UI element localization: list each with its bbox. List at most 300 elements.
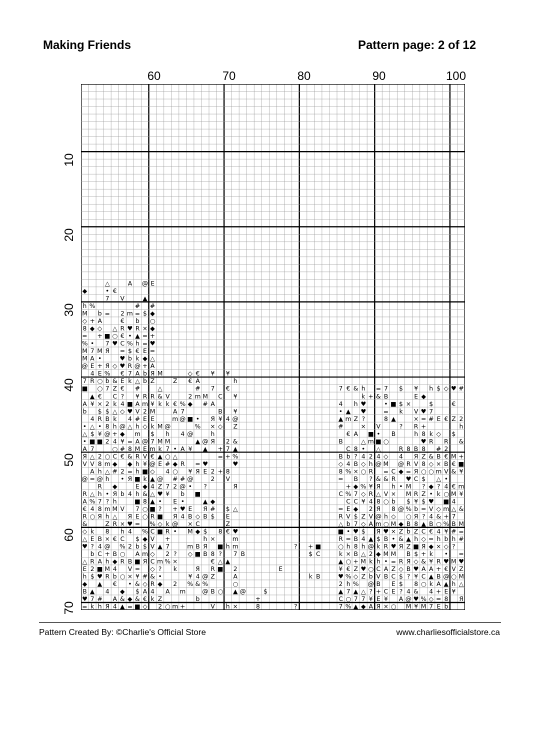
stitch-symbol: 4 <box>429 513 434 521</box>
stitch-symbol: 2 <box>188 393 193 401</box>
stitch-symbol: 2 <box>368 505 373 513</box>
stitch-symbol: ◆ <box>112 460 118 468</box>
stitch-symbol: = <box>390 558 397 566</box>
stitch-symbol: % <box>443 520 450 528</box>
stitch-symbol: k <box>429 551 433 559</box>
stitch-symbol: % <box>89 498 96 506</box>
stitch-symbol: • <box>188 483 193 491</box>
stitch-symbol: h <box>346 581 351 589</box>
stitch-symbol: × <box>390 528 397 536</box>
stitch-symbol: M <box>82 355 88 363</box>
stitch-symbol: B <box>383 536 389 544</box>
stitch-symbol: ◆ <box>112 558 118 566</box>
stitch-symbol: V <box>82 460 87 468</box>
stitch-symbol: ¥ <box>188 573 193 581</box>
stitch-symbol: ? <box>369 475 373 483</box>
stitch-symbol: b <box>120 490 125 498</box>
stitch-symbol: C <box>112 453 118 461</box>
stitch-symbol: $ <box>376 536 381 544</box>
stitch-symbol: 7 <box>429 603 434 610</box>
stitch-symbol: + <box>97 333 103 341</box>
stitch-symbol: M <box>134 445 141 453</box>
stitch-symbol: ○ <box>443 490 449 498</box>
stitch-symbol: R <box>391 475 396 483</box>
stitch-symbol: h <box>414 430 419 438</box>
stitch-symbol: • <box>444 551 449 559</box>
stitch-symbol: & <box>398 536 404 544</box>
stitch-symbol: 7 <box>353 520 358 528</box>
stitch-symbol: B <box>82 588 87 596</box>
stitch-symbol: h <box>414 536 419 544</box>
pattern-grid-svg <box>81 84 465 610</box>
stitch-symbol: ◆ <box>82 288 88 296</box>
stitch-symbol: ▲ <box>202 498 208 506</box>
stitch-symbol: • <box>399 483 403 491</box>
stitch-symbol: = <box>134 566 141 574</box>
stitch-symbol: ◇ <box>150 566 155 574</box>
stitch-symbol: ♥ <box>119 355 126 363</box>
stitch-symbol: M <box>82 348 88 356</box>
stitch-symbol: 4 <box>127 528 132 536</box>
stitch-symbol: 2 <box>143 408 147 416</box>
stitch-symbol: ○ <box>360 468 367 476</box>
stitch-symbol: ○ <box>97 378 103 386</box>
stitch-symbol: 4 <box>451 498 456 506</box>
stitch-symbol: ◇ <box>82 318 88 326</box>
stitch-symbol: ? <box>361 415 365 423</box>
stitch-symbol: ? <box>203 483 207 491</box>
stitch-symbol: ¥ <box>429 558 434 566</box>
stitch-symbol: b <box>90 551 95 559</box>
stitch-symbol: b <box>346 520 351 528</box>
stitch-symbol: • <box>105 490 110 498</box>
stitch-symbol: ▲ <box>406 536 411 544</box>
stitch-symbol: Z <box>157 596 163 604</box>
stitch-symbol: % <box>126 340 133 348</box>
stitch-symbol: • <box>158 573 162 581</box>
stitch-symbol: & <box>127 453 133 461</box>
stitch-symbol: 8 <box>97 460 102 468</box>
stitch-symbol: C <box>391 573 396 581</box>
stitch-symbol: • <box>97 355 102 363</box>
stitch-symbol: ■ <box>134 498 141 506</box>
stitch-symbol: 7 <box>338 385 343 393</box>
stitch-symbol: = <box>82 333 88 341</box>
stitch-symbol: Я <box>127 513 133 521</box>
stitch-symbol: = <box>428 536 434 544</box>
stitch-symbol: @ <box>375 460 382 468</box>
stitch-symbol: m <box>104 505 111 513</box>
stitch-symbol: M <box>82 310 88 318</box>
stitch-symbol: ¥ <box>361 498 366 506</box>
stitch-symbol: B <box>413 445 419 453</box>
stitch-symbol: Я <box>413 453 419 461</box>
stitch-symbol: Я <box>203 543 208 551</box>
stitch-symbol: = <box>149 348 156 356</box>
stitch-symbol: 2 <box>173 581 178 589</box>
stitch-symbol: V <box>413 460 419 468</box>
stitch-symbol: # <box>149 303 156 311</box>
stitch-symbol: + <box>217 468 223 476</box>
stitch-symbol: k <box>143 475 147 483</box>
stitch-symbol: B <box>451 520 456 528</box>
stitch-symbol: ○ <box>149 318 156 326</box>
stitch-symbol: ◆ <box>428 483 434 491</box>
stitch-symbol: # <box>436 445 442 453</box>
stitch-symbol: # <box>119 445 126 453</box>
stitch-symbol: ▲ <box>232 445 238 453</box>
stitch-symbol: 8 <box>421 430 426 438</box>
stitch-symbol: × <box>142 325 148 333</box>
stitch-symbol: B <box>218 408 223 416</box>
stitch-symbol: @ <box>179 483 186 491</box>
stitch-symbol: k <box>150 423 155 431</box>
stitch-symbol: 7 <box>105 295 110 303</box>
stitch-symbol: R <box>150 393 155 401</box>
stitch-symbol: ◇ <box>421 536 426 544</box>
stitch-symbol: V <box>150 536 155 544</box>
stitch-symbol: 4 <box>436 528 441 536</box>
stitch-symbol: ◇ <box>436 505 442 513</box>
stitch-symbol: R <box>406 460 411 468</box>
stitch-symbol: R <box>383 543 389 551</box>
stitch-symbol: C <box>421 528 426 536</box>
stitch-symbol: A <box>421 566 426 574</box>
stitch-symbol: = <box>458 551 464 559</box>
stitch-symbol: ♥ <box>232 528 239 536</box>
stitch-symbol: € <box>120 333 125 341</box>
stitch-symbol: ▲ <box>202 445 208 453</box>
stitch-symbol: △ <box>82 536 88 544</box>
stitch-symbol: h <box>135 460 140 468</box>
stitch-symbol: 2 <box>158 603 163 610</box>
stitch-symbol: 8 <box>421 460 426 468</box>
stitch-symbol: & <box>135 596 140 604</box>
stitch-symbol: 4 <box>165 468 170 476</box>
stitch-symbol: R <box>428 438 434 446</box>
stitch-symbol: ○ <box>119 551 126 559</box>
stitch-symbol: ○ <box>97 385 103 393</box>
stitch-symbol: b <box>135 543 140 551</box>
stitch-symbol: $ <box>90 430 95 438</box>
stitch-symbol: Z <box>421 490 426 498</box>
stitch-symbol: h <box>346 543 351 551</box>
stitch-symbol: k <box>150 596 155 604</box>
stitch-symbol: B <box>105 415 110 423</box>
row-number-70: 70 <box>62 601 76 615</box>
stitch-symbol: ? <box>293 543 298 551</box>
stitch-symbol: ? <box>293 603 298 610</box>
stitch-symbol: B <box>353 536 358 544</box>
stitch-symbol: ◇ <box>413 558 419 566</box>
stitch-symbol: • <box>82 423 87 431</box>
stitch-symbol: • <box>444 475 449 483</box>
stitch-symbol: A <box>112 596 117 604</box>
stitch-symbol: M <box>157 438 163 446</box>
stitch-symbol: ○ <box>104 453 111 461</box>
stitch-symbol: Я <box>82 453 87 461</box>
stitch-symbol: ♥ <box>202 460 209 468</box>
stitch-symbol: Z <box>406 543 411 551</box>
stitch-symbol: ◇ <box>120 408 125 416</box>
stitch-symbol: ♥ <box>383 528 389 536</box>
stitch-symbol: • <box>173 528 177 536</box>
stitch-symbol: k <box>158 445 162 453</box>
stitch-symbol: ¥ <box>451 588 456 596</box>
stitch-symbol: E <box>203 468 208 476</box>
stitch-symbol: # <box>428 415 434 423</box>
stitch-symbol: • <box>391 536 396 544</box>
stitch-symbol: ○ <box>420 581 427 589</box>
stitch-symbol: V <box>346 513 351 521</box>
stitch-symbol: k <box>165 400 170 408</box>
row-number-10: 10 <box>62 153 76 167</box>
stitch-symbol: △ <box>150 355 155 363</box>
stitch-symbol: M <box>360 558 367 566</box>
stitch-symbol: m <box>435 468 442 476</box>
stitch-symbol: ▲ <box>421 520 426 528</box>
stitch-symbol: ▲ <box>338 415 344 423</box>
stitch-symbol: R <box>444 438 449 446</box>
stitch-symbol: ■ <box>443 498 450 506</box>
stitch-symbol: h <box>112 423 117 431</box>
stitch-symbol: 8 <box>414 581 419 589</box>
stitch-symbol: + <box>112 430 118 438</box>
stitch-symbol: # <box>458 536 464 544</box>
stitch-symbol: % <box>179 400 186 408</box>
stitch-symbol: C <box>346 498 351 506</box>
stitch-symbol: = <box>134 520 141 528</box>
stitch-symbol: % <box>420 596 427 604</box>
stitch-symbol: A <box>150 363 155 371</box>
stitch-symbol: = <box>127 468 133 476</box>
stitch-symbol: R <box>127 363 133 371</box>
stitch-symbol: k <box>399 408 403 416</box>
stitch-symbol: Z <box>361 513 366 521</box>
stitch-symbol: m <box>149 445 156 453</box>
stitch-symbol: ♥ <box>97 573 103 581</box>
stitch-symbol: M <box>458 573 464 581</box>
stitch-symbol: € <box>225 385 230 393</box>
stitch-symbol: ◇ <box>112 363 118 371</box>
stitch-symbol: ▲ <box>225 558 231 566</box>
stitch-symbol: @ <box>156 475 164 483</box>
stitch-symbol: • <box>128 333 132 341</box>
stitch-symbol: ◆ <box>376 551 381 559</box>
stitch-symbol: 2 <box>120 468 125 476</box>
stitch-symbol: & <box>150 573 155 581</box>
stitch-symbol: 4 <box>112 438 117 446</box>
stitch-symbol: • <box>195 415 200 423</box>
stitch-symbol: ◆ <box>210 498 216 506</box>
stitch-symbol: ♥ <box>127 325 133 333</box>
stitch-symbol: △ <box>127 423 133 431</box>
stitch-symbol: 4 <box>361 453 366 461</box>
stitch-symbol: $ <box>414 551 419 559</box>
stitch-symbol: k <box>369 558 373 566</box>
stitch-symbol: € <box>120 318 125 326</box>
stitch-symbol: V <box>444 468 449 476</box>
stitch-symbol: € <box>451 400 456 408</box>
stitch-symbol: Я <box>195 566 200 574</box>
stitch-symbol: R <box>135 325 140 333</box>
stitch-symbol: 4 <box>120 400 125 408</box>
stitch-symbol: € <box>143 596 147 604</box>
stitch-symbol: R <box>398 445 404 453</box>
stitch-symbol: € <box>112 581 117 589</box>
stitch-symbol: % <box>89 303 96 311</box>
stitch-symbol: Z <box>451 415 456 423</box>
stitch-symbol: ◇ <box>398 566 404 574</box>
stitch-symbol: ▲ <box>157 543 163 551</box>
stitch-symbol: 8 <box>353 543 358 551</box>
stitch-symbol: Z <box>391 566 396 574</box>
stitch-symbol: m <box>232 536 239 544</box>
stitch-symbol: h <box>361 543 366 551</box>
stitch-symbol: Я <box>195 468 200 476</box>
stitch-symbol: ¥ <box>97 430 102 438</box>
stitch-symbol: $ <box>105 408 110 416</box>
stitch-symbol: + <box>345 483 351 491</box>
stitch-symbol: € <box>346 430 351 438</box>
stitch-symbol: % <box>187 581 194 589</box>
stitch-symbol: A <box>368 520 373 528</box>
stitch-symbol: % <box>345 490 352 498</box>
stitch-symbol: + <box>308 543 314 551</box>
stitch-symbol: Я <box>172 513 178 521</box>
stitch-symbol: Я <box>203 505 208 513</box>
stitch-symbol: € <box>82 505 87 513</box>
stitch-symbol: 8 <box>338 468 343 476</box>
stitch-symbol: 7 <box>429 408 434 416</box>
stitch-symbol: Я <box>413 468 419 476</box>
stitch-symbol: ♥ <box>420 408 427 416</box>
stitch-symbol: ◇ <box>338 460 344 468</box>
stitch-symbol: C <box>338 596 343 604</box>
stitch-symbol: ▲ <box>338 588 344 596</box>
stitch-symbol: ◆ <box>89 325 95 333</box>
stitch-symbol: % <box>149 520 156 528</box>
stitch-symbol: % <box>164 558 171 566</box>
stitch-symbol: ▲ <box>391 415 396 423</box>
stitch-symbol: ■ <box>458 460 465 468</box>
stitch-symbol: k <box>338 551 343 559</box>
stitch-symbol: C <box>316 551 321 559</box>
stitch-symbol: B <box>353 460 358 468</box>
stitch-symbol: Я <box>97 513 102 521</box>
stitch-symbol: M <box>451 453 457 461</box>
stitch-symbol: ¥ <box>150 400 155 408</box>
stitch-symbol: $ <box>135 536 140 544</box>
stitch-symbol: ¥ <box>414 603 419 610</box>
stitch-symbol: Я <box>376 505 381 513</box>
stitch-symbol: ? <box>218 551 222 559</box>
stitch-symbol: h <box>225 603 230 610</box>
stitch-symbol: C <box>195 520 200 528</box>
stitch-symbol: M <box>390 520 397 528</box>
stitch-symbol: b <box>127 355 132 363</box>
stitch-symbol: ♥ <box>149 340 156 348</box>
stitch-symbol: 4 <box>346 460 351 468</box>
stitch-symbol: R <box>90 558 95 566</box>
stitch-symbol: ○ <box>451 573 457 581</box>
stitch-symbol: = <box>195 460 201 468</box>
stitch-symbol: # <box>451 528 457 536</box>
stitch-symbol: 7 <box>233 551 238 559</box>
stitch-symbol: E <box>120 378 125 386</box>
stitch-symbol: ○ <box>112 333 118 341</box>
stitch-symbol: E <box>391 581 396 589</box>
stitch-symbol: + <box>104 551 110 559</box>
stitch-symbol: E <box>143 445 147 453</box>
stitch-symbol: M <box>104 566 111 574</box>
stitch-symbol: C <box>112 393 118 401</box>
stitch-symbol: C <box>150 528 155 536</box>
stitch-symbol: △ <box>112 325 118 333</box>
stitch-symbol: E <box>436 603 441 610</box>
stitch-symbol: = <box>383 468 389 476</box>
stitch-symbol: ♥ <box>413 566 419 574</box>
stitch-symbol: × <box>345 551 351 559</box>
stitch-symbol: A <box>97 558 102 566</box>
stitch-symbol: ■ <box>142 468 148 476</box>
stitch-symbol: Я <box>112 490 118 498</box>
stitch-symbol: M <box>97 348 103 356</box>
stitch-symbol: 7 <box>135 505 140 513</box>
stitch-symbol: B <box>406 551 411 559</box>
stitch-symbol: 7 <box>180 408 185 416</box>
stitch-symbol: k <box>308 573 313 581</box>
stitch-symbol: V <box>383 490 389 498</box>
stitch-symbol: ▲ <box>157 453 163 461</box>
stitch-symbol: ♥ <box>458 558 465 566</box>
stitch-symbol: 7 <box>451 513 456 521</box>
stitch-symbol: ◇ <box>195 513 201 521</box>
stitch-symbol: = <box>142 340 148 348</box>
stitch-symbol: ■ <box>315 543 322 551</box>
stitch-symbol: @ <box>187 430 194 438</box>
stitch-symbol: Z <box>353 415 358 423</box>
stitch-symbol: ■ <box>134 475 141 483</box>
stitch-symbol: 4 <box>195 573 200 581</box>
stitch-symbol: B <box>406 566 411 574</box>
stitch-symbol: % <box>345 573 352 581</box>
stitch-symbol: ■ <box>149 505 156 513</box>
stitch-symbol: ◆ <box>142 483 148 491</box>
stitch-symbol: R <box>413 490 419 498</box>
stitch-symbol: $ <box>399 573 403 581</box>
stitch-symbol: # <box>180 475 186 483</box>
stitch-symbol: 8 <box>406 445 411 453</box>
stitch-symbol: @ <box>232 415 239 423</box>
stitch-symbol: + <box>458 453 464 461</box>
stitch-symbol: h <box>451 536 456 544</box>
column-number-80: 80 <box>297 69 311 83</box>
stitch-symbol: € <box>173 400 178 408</box>
stitch-symbol: @ <box>202 438 209 446</box>
stitch-symbol: h <box>105 513 110 521</box>
stitch-symbol: h <box>135 468 140 476</box>
stitch-symbol: ¥ <box>414 573 419 581</box>
stitch-symbol: ¥ <box>414 498 419 506</box>
stitch-symbol: B <box>436 453 441 461</box>
stitch-symbol: • <box>120 475 125 483</box>
stitch-symbol: ▲ <box>142 295 148 303</box>
stitch-symbol: k <box>165 520 170 528</box>
stitch-symbol: + <box>225 453 231 461</box>
stitch-symbol: ♥ <box>420 438 427 446</box>
stitch-symbol: B <box>353 475 358 483</box>
